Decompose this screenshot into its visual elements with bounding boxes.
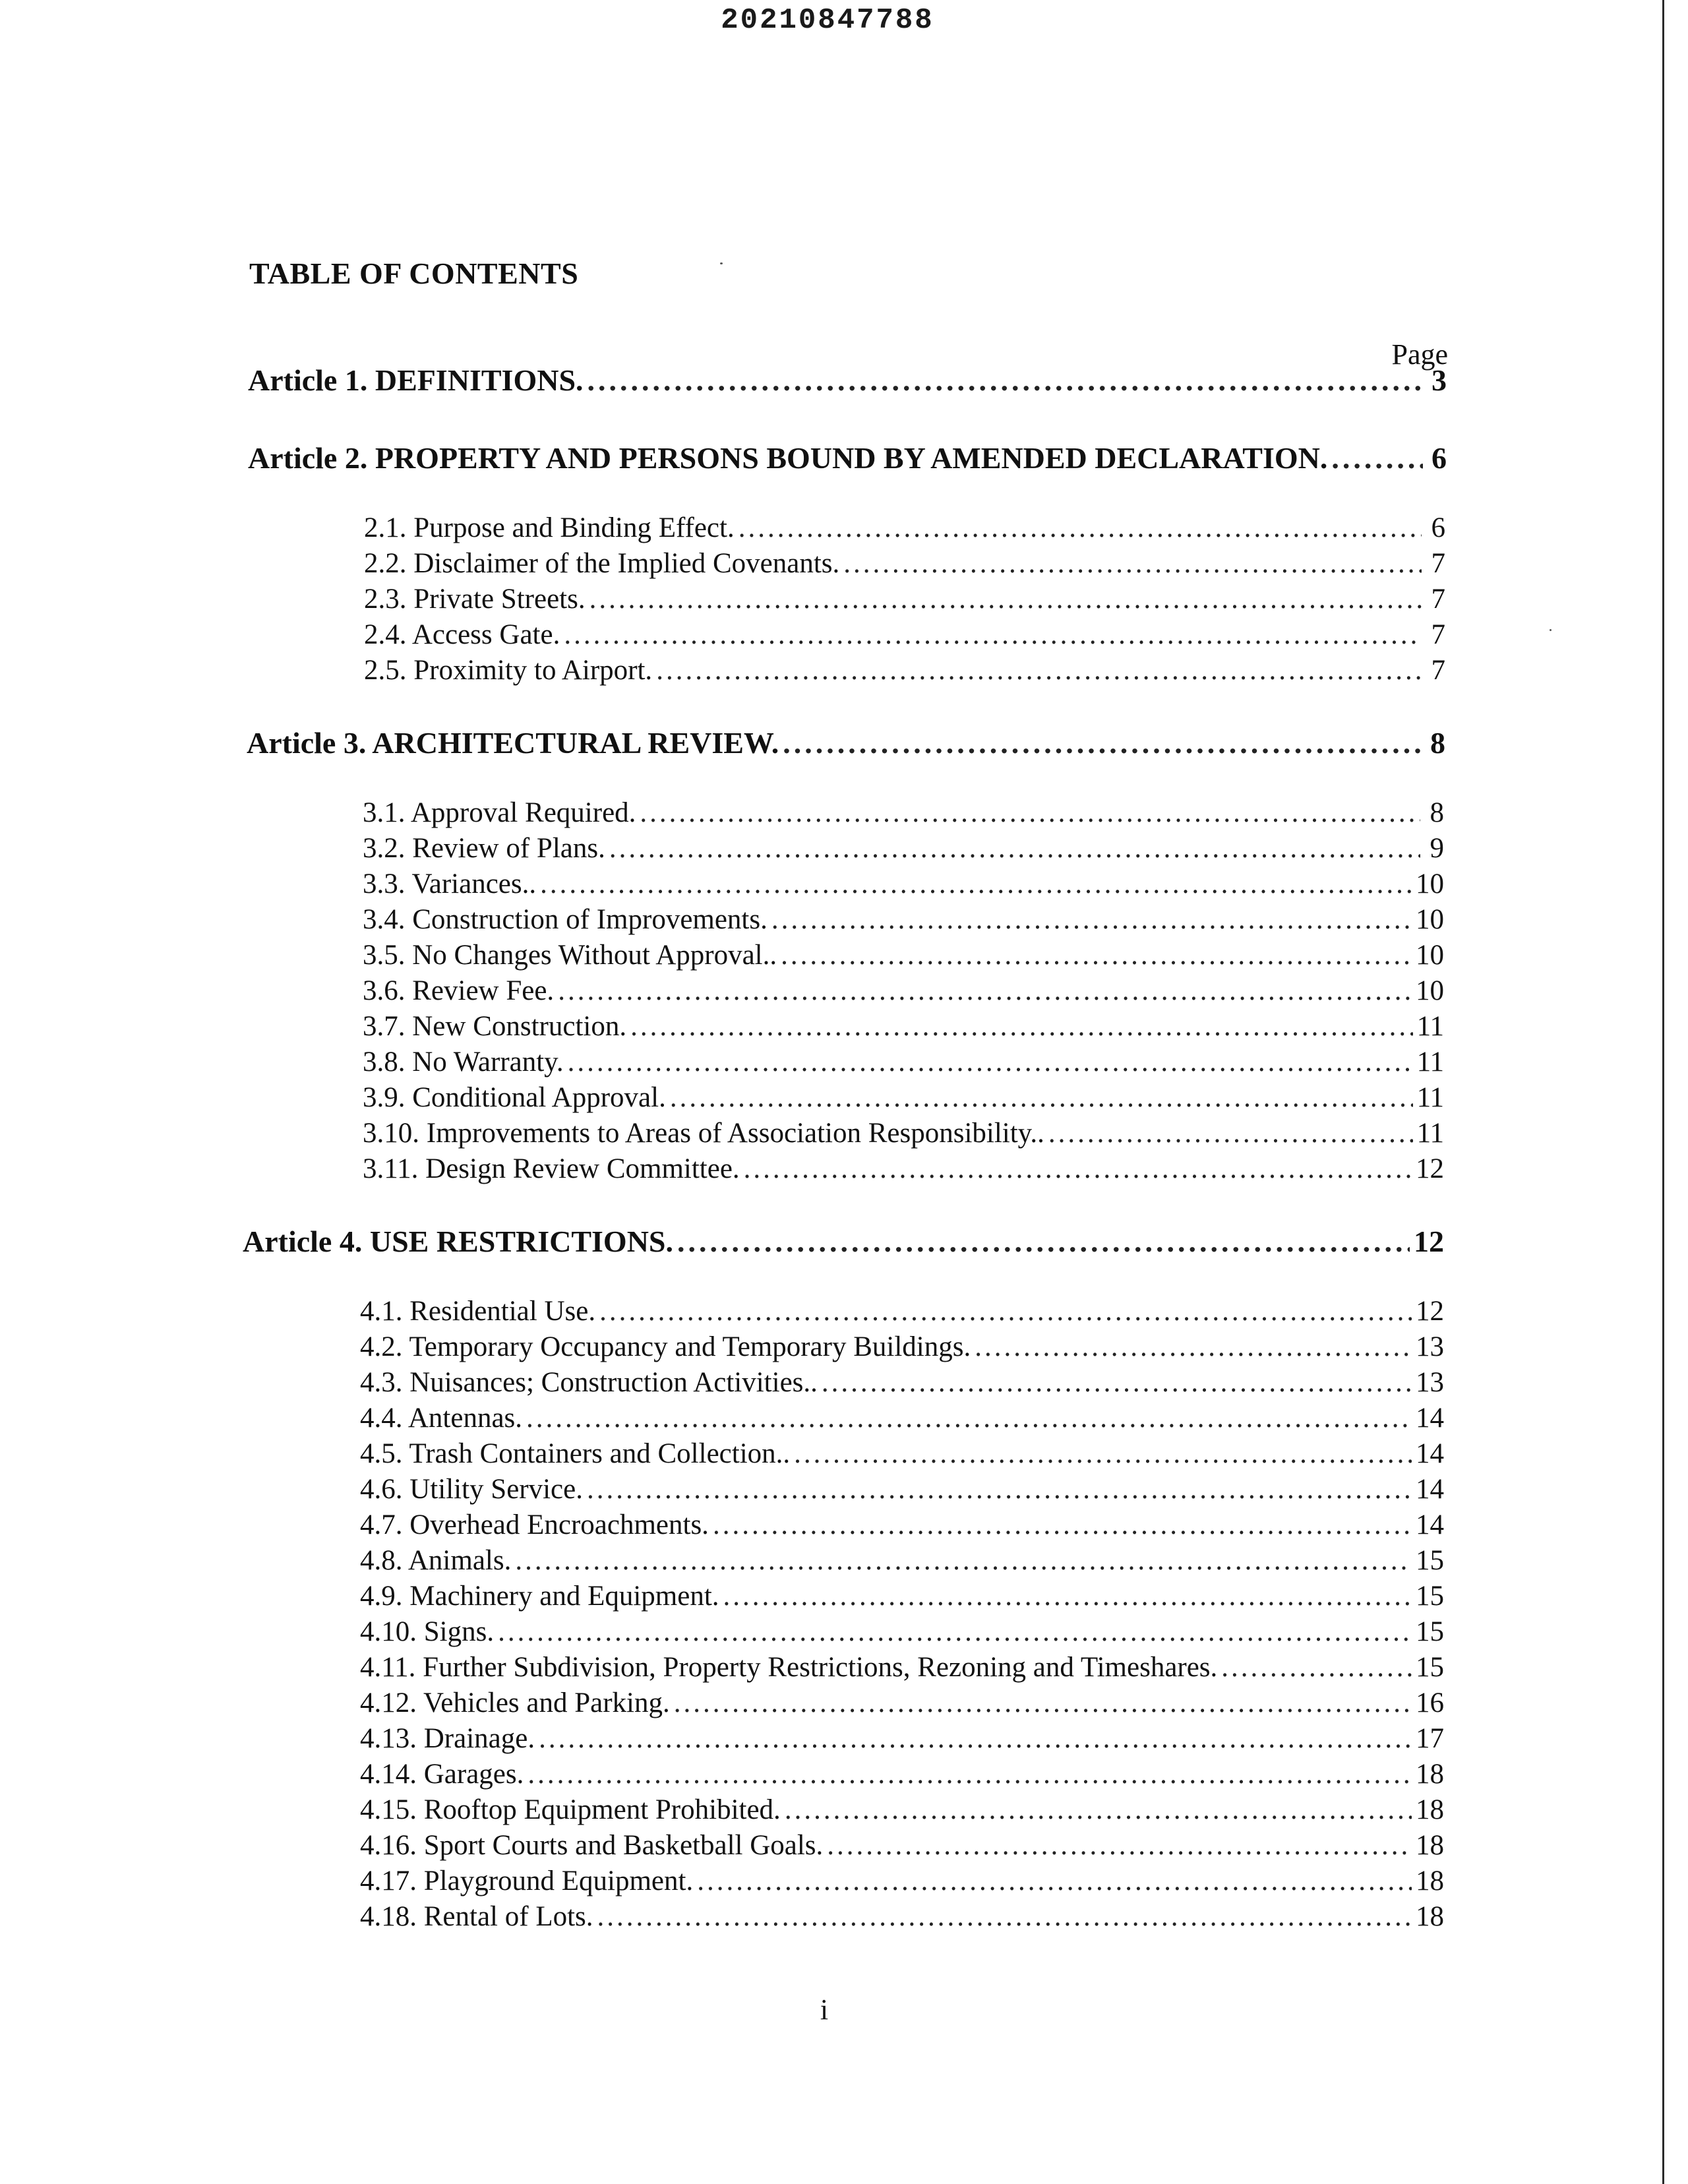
toc-section-page: 11 <box>1416 1118 1444 1149</box>
toc-section-title: 4.4. Antennas. <box>360 1403 523 1434</box>
toc-section-page: 14 <box>1416 1509 1444 1540</box>
toc-section-row <box>360 1544 1444 1577</box>
toc-leader-dots <box>843 547 1422 580</box>
toc-article-page: 8 <box>1430 726 1445 760</box>
toc-leader-dots <box>1048 1117 1413 1149</box>
toc-article-page: 12 <box>1414 1225 1444 1258</box>
scan-speck <box>1550 629 1552 631</box>
toc-leader-dots <box>783 725 1422 760</box>
toc-section-row <box>360 1900 1444 1933</box>
toc-leader-dots <box>744 1153 1412 1185</box>
toc-section-row <box>364 619 1445 651</box>
toc-section-row <box>363 939 1444 971</box>
toc-leader-dots <box>674 1687 1412 1719</box>
toc-section-page: 12 <box>1416 1296 1444 1327</box>
toc-section-page: 7 <box>1431 548 1445 579</box>
toc-section-row <box>363 1046 1444 1078</box>
toc-leader-dots <box>558 975 1412 1007</box>
toc-section-title: 4.8. Animals. <box>360 1545 512 1576</box>
toc-section-page: 7 <box>1431 655 1445 686</box>
toc-section-title: 2.5. Proximity to Airport. <box>364 655 653 686</box>
toc-section-page: 14 <box>1416 1438 1444 1469</box>
toc-section-row <box>360 1616 1444 1648</box>
toc-article-row <box>248 363 1447 398</box>
toc-section-row <box>360 1438 1444 1470</box>
toc-article-title: Article 4. USE RESTRICTIONS. <box>243 1225 674 1258</box>
toc-section-page: 18 <box>1416 1866 1444 1896</box>
toc-section-page: 11 <box>1416 1082 1444 1113</box>
toc-section-title: 4.15. Rooftop Equipment Prohibited. <box>360 1794 781 1825</box>
toc-leader-dots <box>781 939 1412 971</box>
toc-section-row <box>360 1687 1444 1719</box>
toc-leader-dots <box>713 1509 1412 1541</box>
toc-title: TABLE OF CONTENTS <box>249 257 579 290</box>
toc-leader-dots <box>528 1758 1412 1790</box>
toc-section-title: 4.11. Further Subdivision, Property Restrictions, Rezoning and Timeshares. <box>360 1652 1218 1683</box>
toc-section-title: 3.11. Design Review Committee. <box>363 1153 740 1184</box>
footer-page-number: i <box>820 1993 829 2026</box>
toc-section-title: 3.10. Improvements to Areas of Association Responsibility.. <box>363 1118 1044 1149</box>
toc-section-page: 16 <box>1416 1687 1444 1718</box>
toc-section-row <box>364 512 1445 544</box>
toc-section-title: 3.4. Construction of Improvements. <box>363 904 768 935</box>
toc-section-page: 18 <box>1416 1759 1444 1790</box>
toc-leader-dots <box>599 1295 1412 1327</box>
toc-article-title: Article 3. ARCHITECTURAL REVIEW. <box>247 726 779 760</box>
toc-section-page: 12 <box>1416 1153 1444 1184</box>
toc-section-page: 11 <box>1416 1046 1444 1077</box>
toc-leader-dots <box>677 1224 1410 1259</box>
toc-section-title: 3.8. No Warranty. <box>363 1046 564 1077</box>
scan-speck <box>720 262 723 264</box>
toc-section-page: 13 <box>1416 1367 1444 1398</box>
toc-section-row <box>360 1473 1444 1505</box>
toc-section-row <box>363 868 1444 900</box>
toc-section-row <box>363 797 1444 829</box>
toc-leader-dots <box>723 1580 1412 1612</box>
toc-section-title: 4.6. Utility Service. <box>360 1474 583 1505</box>
toc-section-page: 10 <box>1416 940 1444 971</box>
toc-section-page: 18 <box>1416 1901 1444 1932</box>
toc-section-row <box>360 1509 1444 1541</box>
toc-article-title: Article 1. DEFINITIONS. <box>248 363 584 397</box>
toc-article-row <box>243 1224 1444 1259</box>
toc-section-page: 15 <box>1416 1616 1444 1647</box>
toc-section-row <box>360 1651 1444 1684</box>
toc-leader-dots <box>589 583 1422 615</box>
toc-section-page: 14 <box>1416 1474 1444 1505</box>
toc-section-row <box>363 975 1444 1007</box>
toc-section-title: 2.4. Access Gate. <box>364 619 560 650</box>
toc-section-title: 4.14. Garages. <box>360 1759 524 1790</box>
toc-section-page: 18 <box>1416 1794 1444 1825</box>
toc-leader-dots <box>539 1722 1412 1755</box>
toc-section-title: 3.6. Review Fee. <box>363 975 555 1006</box>
toc-leader-dots <box>670 1081 1413 1114</box>
toc-leader-dots <box>630 1010 1412 1043</box>
toc-section-row <box>363 1010 1444 1043</box>
toc-section-title: 4.3. Nuisances; Construction Activities.. <box>360 1367 818 1398</box>
toc-leader-dots <box>697 1865 1412 1897</box>
scan-edge-line <box>1662 0 1664 2184</box>
toc-article-row <box>247 725 1445 760</box>
toc-leader-dots <box>526 1402 1412 1434</box>
toc-section-title: 4.17. Playground Equipment. <box>360 1866 694 1896</box>
toc-section-title: 3.9. Conditional Approval. <box>363 1082 666 1113</box>
toc-section-page: 15 <box>1416 1581 1444 1612</box>
toc-leader-dots <box>640 797 1420 829</box>
toc-leader-dots <box>609 832 1420 864</box>
toc-section-row <box>360 1295 1444 1327</box>
toc-section-row <box>360 1829 1444 1862</box>
toc-article-page: 3 <box>1432 363 1447 397</box>
toc-section-page: 14 <box>1416 1403 1444 1434</box>
toc-leader-dots <box>827 1829 1412 1862</box>
toc-section-page: 8 <box>1430 797 1444 828</box>
toc-section-row <box>360 1722 1444 1755</box>
toc-section-title: 4.1. Residential Use. <box>360 1296 596 1327</box>
toc-section-title: 4.9. Machinery and Equipment. <box>360 1581 719 1612</box>
toc-leader-dots <box>568 1046 1413 1078</box>
toc-section-row <box>363 903 1444 936</box>
toc-section-title: 4.7. Overhead Encroachments. <box>360 1509 709 1540</box>
toc-section-page: 9 <box>1430 833 1444 864</box>
toc-leader-dots <box>771 903 1412 936</box>
toc-section-row <box>363 1153 1444 1185</box>
toc-section-title: 3.1. Approval Required. <box>363 797 636 828</box>
toc-section-title: 4.5. Trash Containers and Collection.. <box>360 1438 791 1469</box>
toc-section-title: 4.18. Rental of Lots. <box>360 1901 593 1932</box>
toc-section-page: 10 <box>1416 904 1444 935</box>
toc-section-page: 6 <box>1431 512 1445 543</box>
toc-leader-dots <box>588 363 1423 398</box>
toc-leader-dots <box>597 1900 1412 1933</box>
toc-leader-dots <box>785 1794 1412 1826</box>
toc-section-title: 2.2. Disclaimer of the Implied Covenants. <box>364 548 840 579</box>
toc-article-row <box>248 440 1447 475</box>
toc-section-page: 11 <box>1416 1011 1444 1042</box>
toc-section-row <box>360 1402 1444 1434</box>
toc-section-row <box>360 1366 1444 1399</box>
toc-leader-dots <box>498 1616 1412 1648</box>
toc-section-title: 4.13. Drainage. <box>360 1723 535 1754</box>
toc-section-row <box>364 547 1445 580</box>
toc-leader-dots <box>738 512 1422 544</box>
toc-section-row <box>360 1580 1444 1612</box>
toc-leader-dots <box>975 1331 1412 1363</box>
toc-section-title: 4.10. Signs. <box>360 1616 495 1647</box>
toc-section-page: 18 <box>1416 1830 1444 1861</box>
toc-section-title: 2.3. Private Streets. <box>364 584 586 615</box>
toc-section-row <box>364 654 1445 686</box>
toc-leader-dots <box>1221 1651 1412 1684</box>
toc-leader-dots <box>822 1366 1412 1399</box>
toc-section-row <box>360 1758 1444 1790</box>
toc-section-page: 10 <box>1416 868 1444 899</box>
toc-section-row <box>363 832 1444 864</box>
toc-leader-dots <box>564 619 1422 651</box>
toc-section-title: 3.5. No Changes Without Approval.. <box>363 940 777 971</box>
toc-leader-dots <box>1331 440 1423 475</box>
toc-section-page: 15 <box>1416 1545 1444 1576</box>
toc-section-title: 2.1. Purpose and Binding Effect. <box>364 512 735 543</box>
toc-section-row <box>363 1117 1444 1149</box>
toc-leader-dots <box>540 868 1412 900</box>
toc-section-row <box>360 1865 1444 1897</box>
toc-section-page: 17 <box>1416 1723 1444 1754</box>
toc-section-row <box>360 1331 1444 1363</box>
toc-section-page: 15 <box>1416 1652 1444 1683</box>
toc-section-row <box>364 583 1445 615</box>
toc-leader-dots <box>515 1544 1412 1577</box>
toc-leader-dots <box>587 1473 1412 1505</box>
toc-article-page: 6 <box>1432 441 1447 475</box>
toc-section-title: 4.16. Sport Courts and Basketball Goals. <box>360 1830 824 1861</box>
page-column-label: Page <box>1391 338 1448 371</box>
toc-section-page: 10 <box>1416 975 1444 1006</box>
toc-section-page: 7 <box>1431 619 1445 650</box>
toc-section-title: 3.2. Review of Plans. <box>363 833 605 864</box>
toc-section-title: 3.3. Variances.. <box>363 868 537 899</box>
toc-leader-dots <box>794 1438 1412 1470</box>
toc-section-page: 13 <box>1416 1331 1444 1362</box>
toc-section-row <box>363 1081 1444 1114</box>
toc-section-title: 3.7. New Construction. <box>363 1011 627 1042</box>
toc-section-title: 4.12. Vehicles and Parking. <box>360 1687 670 1718</box>
toc-article-title: Article 2. PROPERTY AND PERSONS BOUND BY AMENDED DECLARATION. <box>248 441 1328 475</box>
toc-leader-dots <box>656 654 1422 686</box>
document-number: 20210847788 <box>721 4 934 37</box>
toc-section-title: 4.2. Temporary Occupancy and Temporary Buildings. <box>360 1331 971 1362</box>
toc-section-row <box>360 1794 1444 1826</box>
toc-section-page: 7 <box>1431 584 1445 615</box>
